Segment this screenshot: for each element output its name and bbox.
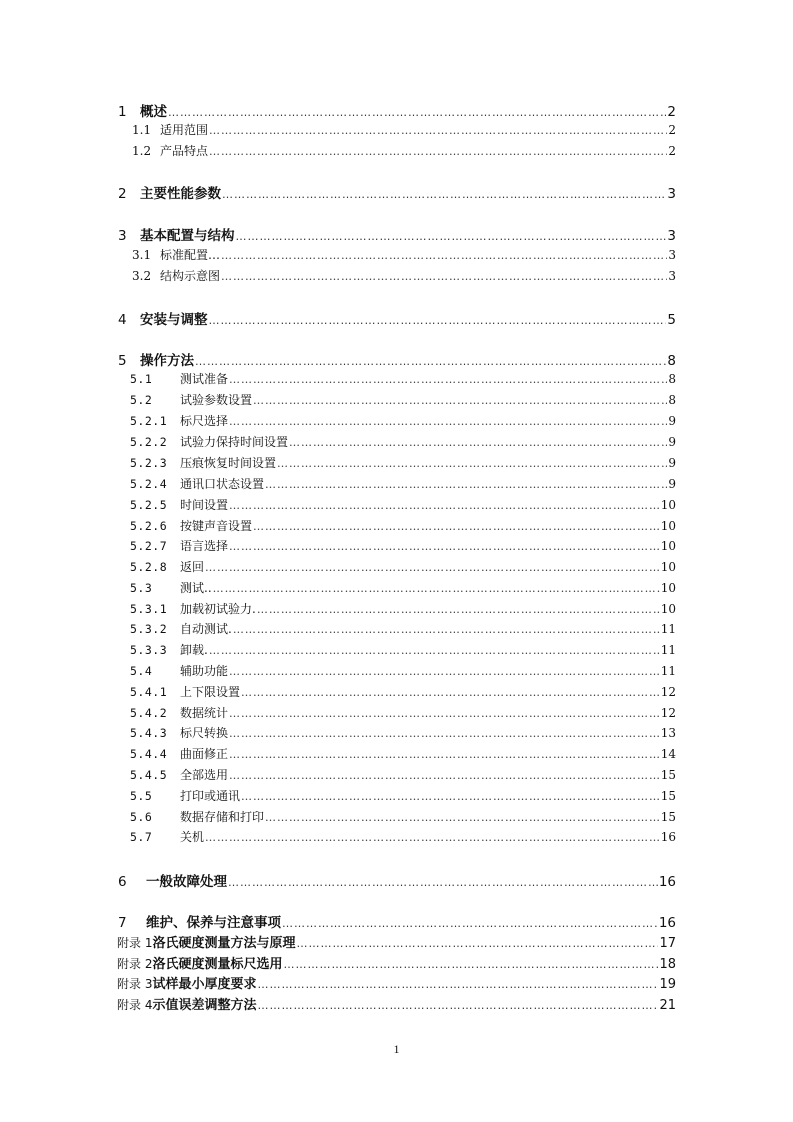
- toc-entry[interactable]: [117, 932, 676, 951]
- toc-leader-dots: [228, 876, 658, 889]
- toc-entry-number: 5.4.5: [130, 768, 168, 782]
- toc-entry-title: 适用范围: [160, 123, 209, 137]
- toc-entry-title: 操作方法: [140, 353, 194, 369]
- toc-entry-page: 3: [667, 186, 676, 202]
- toc-entry-number: 5.2.7: [130, 539, 168, 553]
- toc-entry[interactable]: [130, 808, 676, 825]
- toc-entry-title: 试样最小厚度要求: [152, 977, 257, 992]
- toc-leader-dots: [277, 457, 667, 470]
- toc-entry-number: 5.2.4: [130, 477, 168, 491]
- toc-entry-number: 5.6: [130, 810, 153, 824]
- toc-entry-number: 5.3.1: [130, 602, 168, 616]
- toc-leader-dots: [257, 603, 660, 616]
- toc-entry-page: 11: [660, 664, 676, 678]
- toc-entry-number: 附录 1: [117, 936, 153, 950]
- toc-leader-dots: [195, 355, 666, 368]
- toc-entry-page: 10: [660, 519, 676, 533]
- toc-entry-page: 2: [667, 104, 676, 120]
- toc-entry[interactable]: [130, 600, 676, 617]
- toc-entry-number: 5.2.1: [130, 414, 168, 428]
- toc-entry-number: 3.2: [132, 269, 152, 283]
- toc-entry-title: 关机: [180, 830, 205, 844]
- toc-entry-number: 5.4.2: [130, 706, 168, 720]
- toc-entry-title: 数据存储和打印: [180, 810, 265, 824]
- toc-entry-title: 概述: [140, 104, 167, 120]
- toc-entry-title: 卸载.: [180, 643, 208, 657]
- toc-entry-number: 5.7: [130, 830, 153, 844]
- toc-entry-number: 5.2.2: [130, 435, 168, 449]
- toc-entry[interactable]: [130, 517, 676, 534]
- toc-entry[interactable]: [130, 537, 676, 554]
- toc-leader-dots: [205, 831, 660, 844]
- toc-entry-title: 辅助功能: [180, 664, 229, 678]
- toc-entry-title: 测试准备: [180, 372, 229, 386]
- toc-entry-page: 17: [659, 936, 676, 951]
- toc-entry[interactable]: [118, 911, 676, 931]
- toc-entry[interactable]: [130, 370, 676, 387]
- toc-leader-dots: [265, 811, 660, 824]
- toc-entry-number: 4: [118, 312, 127, 328]
- toc-entry-title: 全部选用: [180, 768, 229, 782]
- toc-entry-page: 9: [668, 456, 676, 470]
- toc-entry[interactable]: [130, 724, 676, 741]
- toc-entry[interactable]: [130, 766, 676, 783]
- toc-entry[interactable]: [132, 267, 676, 284]
- toc-leader-dots: [213, 582, 660, 595]
- toc-entry-title: 数据统计: [180, 706, 229, 720]
- toc-entry[interactable]: [130, 704, 676, 721]
- page-number: 1: [393, 1042, 400, 1056]
- toc-entry-title: 试验参数设置: [180, 393, 253, 407]
- toc-leader-dots: [229, 727, 660, 740]
- toc-entry-title: 标尺转换: [180, 726, 229, 740]
- toc-entry-page: 8: [668, 372, 676, 386]
- toc-entry-title: 时间设置: [180, 498, 229, 512]
- toc-entry-number: 3.1: [132, 248, 152, 262]
- toc-entry[interactable]: [118, 308, 676, 328]
- toc-entry-title: 压痕恢复时间设置: [180, 456, 277, 470]
- toc-entry-number: 附录 3: [117, 977, 153, 991]
- toc-entry-number: 5.3.3: [130, 643, 168, 657]
- toc-entry-number: 3: [118, 228, 127, 244]
- toc-entry-page: 16: [660, 830, 676, 844]
- toc-entry-title: 按键声音设置: [180, 519, 253, 533]
- toc-leader-dots: [229, 707, 660, 720]
- toc-entry-number: 附录 2: [117, 957, 153, 971]
- toc-entry[interactable]: [130, 579, 676, 596]
- toc-entry-page: 12: [660, 706, 676, 720]
- toc-entry-page: 10: [660, 498, 676, 512]
- toc-entry-page: 10: [660, 602, 676, 616]
- toc-entry-title: 打印或通讯: [180, 789, 241, 803]
- toc-entry-title: 洛氏硬度测量方法与原理: [152, 936, 296, 951]
- toc-entry-page: 15: [660, 789, 676, 803]
- toc-entry-number: 7: [118, 915, 127, 931]
- toc-entry-title: 上下限设置: [180, 685, 241, 699]
- toc-entry-title: 加载初试验力.: [180, 602, 256, 616]
- toc-entry[interactable]: [118, 224, 676, 244]
- toc-entry-page: 8: [667, 353, 676, 369]
- toc-entry-title: 自动测试.: [180, 622, 232, 636]
- toc-entry[interactable]: [130, 787, 676, 804]
- toc-entry-number: 5.2.8: [130, 560, 168, 574]
- toc-entry-number: 5.3.2: [130, 622, 168, 636]
- toc-entry-title: 基本配置与结构: [140, 228, 235, 244]
- toc-entry-title: 一般故障处理: [146, 874, 227, 890]
- toc-entry-page: 15: [660, 768, 676, 782]
- toc-entry-number: 5.4.1: [130, 685, 168, 699]
- toc-leader-dots: [229, 373, 667, 386]
- toc-entry-number: 1: [118, 104, 127, 120]
- toc-leader-dots: [168, 106, 666, 119]
- toc-entry[interactable]: [130, 620, 676, 637]
- toc-entry-number: 5.2: [130, 393, 153, 407]
- toc-leader-dots: [257, 978, 658, 991]
- toc-entry-page: 11: [660, 622, 676, 636]
- toc-entry[interactable]: [130, 828, 676, 845]
- toc-entry[interactable]: [132, 121, 676, 138]
- toc-entry[interactable]: [118, 100, 676, 120]
- toc-entry-title: 语言选择: [180, 539, 229, 553]
- toc-leader-dots: [229, 499, 660, 512]
- toc-entry[interactable]: [130, 454, 676, 471]
- toc-entry-page: 10: [660, 539, 676, 553]
- toc-entry-number: 6: [118, 874, 127, 890]
- toc-entry-title: 洛氏硬度测量标尺选用: [152, 957, 283, 972]
- toc-entry-page: 21: [659, 998, 676, 1013]
- toc-entry-number: 5.4.4: [130, 747, 168, 761]
- toc-entry-title: 测试..: [180, 581, 212, 595]
- toc-leader-dots: [236, 230, 667, 243]
- toc-entry-number: 1.2: [132, 144, 152, 158]
- toc-entry-page: 9: [668, 435, 676, 449]
- toc-entry-number: 2: [118, 186, 127, 202]
- toc-entry[interactable]: [117, 994, 676, 1013]
- toc-leader-dots: [241, 686, 660, 699]
- toc-leader-dots: [283, 958, 658, 971]
- toc-leader-dots: [296, 937, 658, 950]
- toc-entry-page: 14: [660, 747, 676, 761]
- toc-entry-page: 16: [658, 874, 676, 890]
- toc-entry-title: 试验力保持时间设置: [180, 435, 289, 449]
- toc-entry-number: 附录 4: [117, 998, 153, 1012]
- toc-entry[interactable]: [132, 142, 676, 159]
- toc-entry-number: 5.4: [130, 664, 153, 678]
- toc-leader-dots: [241, 790, 660, 803]
- toc-entry-page: 3: [668, 269, 676, 283]
- toc-entry-page: 9: [668, 477, 676, 491]
- toc-entry-title: 标尺选择: [180, 414, 229, 428]
- toc-entry[interactable]: [130, 683, 676, 700]
- toc-entry[interactable]: [130, 391, 676, 408]
- toc-entry-number: 5.2.3: [130, 456, 168, 470]
- toc-entry-title: 产品特点: [160, 144, 209, 158]
- toc-leader-dots: [229, 415, 667, 428]
- toc-entry-page: 11: [660, 643, 676, 657]
- toc-entry-title: 示值误差调整方法: [152, 998, 257, 1013]
- toc-leader-dots: [205, 561, 660, 574]
- toc-leader-dots: [209, 145, 667, 158]
- toc-entry[interactable]: [130, 433, 676, 450]
- toc-leader-dots: [209, 124, 667, 137]
- toc-entry-number: 1.1: [132, 123, 152, 137]
- toc-leader-dots: [289, 436, 667, 449]
- toc-entry-page: 9: [668, 414, 676, 428]
- toc-entry[interactable]: [118, 349, 676, 369]
- toc-entry-page: 5: [667, 312, 676, 328]
- toc-leader-dots: [209, 644, 660, 657]
- toc-entry-number: 5.2.5: [130, 498, 168, 512]
- toc-entry[interactable]: [132, 246, 676, 263]
- toc-entry[interactable]: [118, 870, 676, 890]
- toc-leader-dots: [265, 478, 667, 491]
- toc-entry-page: 12: [660, 685, 676, 699]
- toc-entry[interactable]: [130, 475, 676, 492]
- toc-leader-dots: [209, 314, 667, 327]
- toc-entry-title: 主要性能参数: [140, 186, 221, 202]
- toc-leader-dots: [253, 520, 660, 533]
- toc-entry-title: 通讯口状态设置: [180, 477, 265, 491]
- toc-entry[interactable]: [130, 745, 676, 762]
- toc-entry[interactable]: [117, 973, 676, 992]
- toc-entry-page: 3: [668, 248, 676, 262]
- toc-leader-dots: [233, 623, 660, 636]
- toc-entry-title: 维护、保养与注意事项: [146, 915, 281, 931]
- toc-leader-dots: [221, 270, 667, 283]
- toc-entry-page: 10: [660, 560, 676, 574]
- toc-entry[interactable]: [130, 558, 676, 575]
- toc-entry-page: 16: [658, 915, 676, 931]
- toc-leader-dots: [229, 540, 660, 553]
- toc-entry-page: 15: [660, 810, 676, 824]
- toc-entry-page: 10: [660, 581, 676, 595]
- toc-entry-page: 19: [659, 977, 676, 992]
- toc-entry-title: 曲面修正: [180, 747, 229, 761]
- toc-entry-page: 2: [668, 144, 676, 158]
- toc-entry[interactable]: [130, 662, 676, 679]
- toc-entry-page: 2: [668, 123, 676, 137]
- toc-entry-page: 18: [659, 957, 676, 972]
- toc-entry-number: 5.2.6: [130, 519, 168, 533]
- toc-entry-title: 返回: [180, 560, 205, 574]
- toc-leader-dots: [229, 769, 660, 782]
- toc-entry[interactable]: [117, 953, 676, 972]
- toc-entry-number: 5.1: [130, 372, 153, 386]
- toc-entry-number: 5.5: [130, 789, 153, 803]
- toc-entry-title: 标准配置…: [160, 248, 221, 262]
- toc-entry[interactable]: [130, 412, 676, 429]
- toc-leader-dots: [282, 917, 658, 930]
- toc-entry-page: 13: [660, 726, 676, 740]
- toc-entry-number: 5.4.3: [130, 726, 168, 740]
- toc-leader-dots: [221, 249, 667, 262]
- toc-entry[interactable]: [130, 641, 676, 658]
- toc-leader-dots: [229, 665, 660, 678]
- toc-leader-dots: [257, 999, 658, 1012]
- toc-entry-page: 3: [667, 228, 676, 244]
- toc-entry-title: 安装与调整: [140, 312, 208, 328]
- toc-entry[interactable]: [118, 182, 676, 202]
- toc-leader-dots: [222, 188, 666, 201]
- toc-leader-dots: [253, 394, 667, 407]
- toc-entry-page: 8: [668, 393, 676, 407]
- toc-leader-dots: [229, 748, 660, 761]
- toc-entry-title: 结构示意图: [160, 269, 221, 283]
- toc-entry-number: 5: [118, 353, 127, 369]
- toc-entry-number: 5.3: [130, 581, 153, 595]
- toc-entry[interactable]: [130, 496, 676, 513]
